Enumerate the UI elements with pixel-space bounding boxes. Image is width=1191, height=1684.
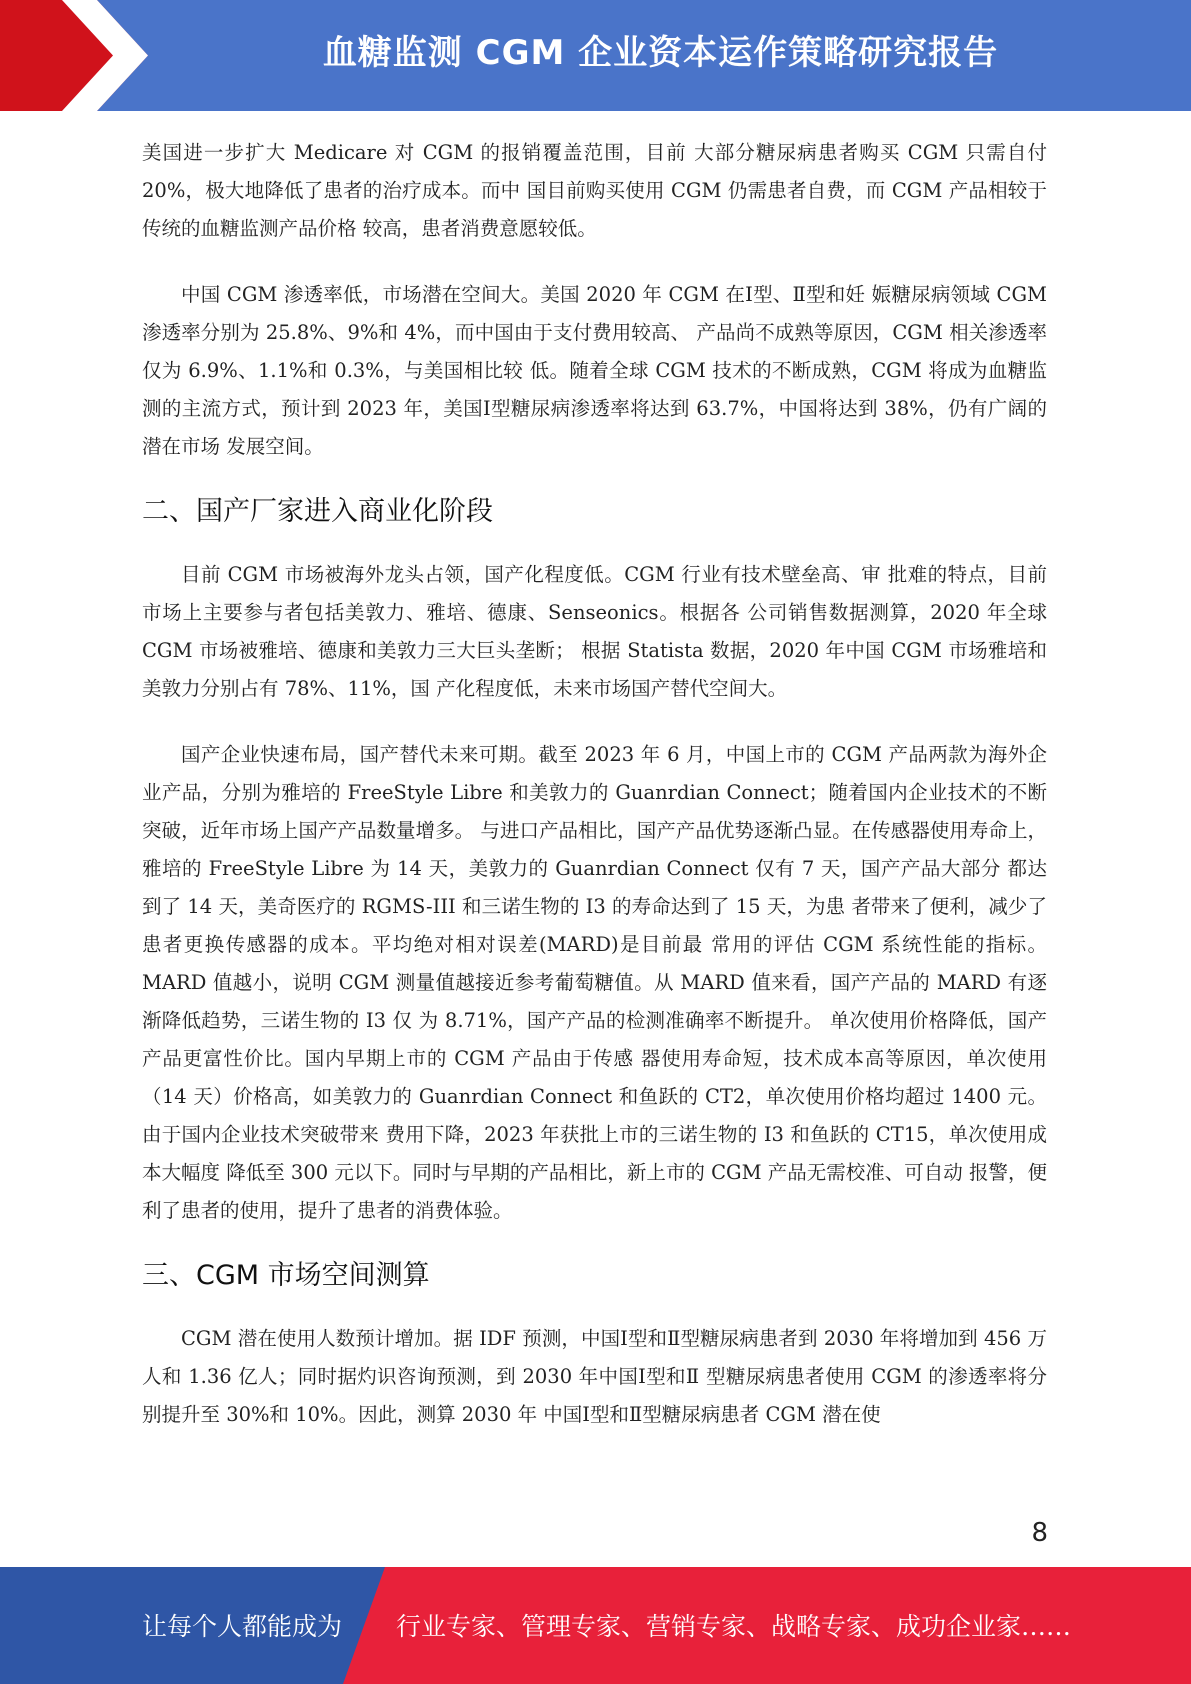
- paragraph-market-leaders: 目前 CGM 市场被海外龙头占领，国产化程度低。CGM 行业有技术壁垒高、审 批难的特点，目前市场上主要参与者包括美敦力、雅培、德康、Senseonics。根据各 公司销售数据测算，2020 年全球 CGM 市场被雅培、德康和美敦力三大巨头垄断； 根据 Statista 数据，2020 年中国 CGM 市场雅培和美敦力分别占有 78%、11%，国 产化程度低，未来市场国产替代空间大。: [142, 563, 1047, 700]
- paragraph-potential-users: CGM 潜在使用人数预计增加。据 IDF 预测，中国Ⅰ型和Ⅱ型糖尿病患者到 2030 年将增加到 456 万人和 1.36 亿人；同时据灼识咨询预测，到 2030 年中国Ⅰ型和Ⅱ 型糖尿病患者使用 CGM 的渗透率将分别提升至 30%和 10%。因此，测算 2030 年 中国Ⅰ型和Ⅱ型糖尿病患者 CGM 潜在使: [142, 1327, 1047, 1426]
- page-header: [0, 0, 1191, 111]
- page-content: [142, 134, 1047, 1434]
- page-number: 8: [1031, 1518, 1048, 1548]
- footer-slogan-right: 行业专家、管理专家、营销专家、战略专家、成功企业家……: [396, 1612, 1072, 1641]
- footer-slogan-left: 让每个人都能成为: [142, 1612, 343, 1641]
- paragraph-penetration: 中国 CGM 渗透率低，市场潜在空间大。美国 2020 年 CGM 在Ⅰ型、Ⅱ型和妊 娠糖尿病领域 CGM 渗透率分别为 25.8%、9%和 4%，而中国由于支付费用较高、 产品尚不成熟等原因，CGM 相关渗透率仅为 6.9%、1.1%和 0.3%，与美国相比较 低。随着全球 CGM 技术的不断成熟，CGM 将成为血糖监测的主流方式，预计到 2023 年，美国Ⅰ型糖尿病渗透率将达到 63.7%，中国将达到 38%，仍有广阔的潜在市场 发展空间。: [142, 283, 1047, 458]
- paragraph-medicare: 美国进一步扩大 Medicare 对 CGM 的报销覆盖范围，目前 大部分糖尿病患者购买 CGM 只需自付 20%，极大地降低了患者的治疗成本。而中 国目前购买使用 CGM 仍需患者自费，而 CGM 产品相较于传统的血糖监测产品价格 较高，患者消费意愿较低。: [142, 141, 1047, 240]
- page-footer: [0, 1567, 1191, 1684]
- section-heading-market-size: 三、CGM 市场空间测算: [142, 1260, 430, 1291]
- section-heading-commercialization: 二、国产厂家进入商业化阶段: [142, 496, 493, 527]
- report-title: 血糖监测 CGM 企业资本运作策略研究报告: [322, 33, 999, 73]
- paragraph-domestic-layout: 国产企业快速布局，国产替代未来可期。截至 2023 年 6 月，中国上市的 CGM 产品两款为海外企业产品，分别为雅培的 FreeStyle Libre 和美敦力的 Guanrdian Connect；随着国内企业技术的不断突破，近年市场上国产产品数量增多。 与进口产品相比，国产产品优势逐渐凸显。在传感器使用寿命上，雅培的 FreeStyle Libre 为 14 天，美敦力的 Guanrdian Connect 仅有 7 天，国产产品大部分 都达到了 14 天，美奇医疗的 RGMS-III 和三诺生物的 I3 的寿命达到了 15 天，为患 者带来了便利，减少了患者更换传感器的成本。平均绝对相对误差(MARD)是目前最 常用的评估 CGM 系统性能的指标。MARD 值越小，说明 CGM 测量值越接近参考葡萄糖值。从 MARD 值来看，国产产品的 MARD 有逐渐降低趋势，三诺生物的 I3 仅 为 8.71%，国产产品的检测准确率不断提升。 单次使用价格降低，国产产品更富性价比。国内早期上市的 CGM 产品由于传感 器使用寿命短，技术成本高等原因，单次使用（14 天）价格高，如美敦力的 Guanrdian Connect 和鱼跃的 CT2，单次使用价格均超过 1400 元。由于国内企业技术突破带来 费用下降，2023 年获批上市的三诺生物的 I3 和鱼跃的 CT15，单次使用成本大幅度 降低至 300 元以下。同时与早期的产品相比，新上市的 CGM 产品无需校准、可自动 报警，便利了患者的使用，提升了患者的消费体验。: [142, 743, 1047, 1222]
